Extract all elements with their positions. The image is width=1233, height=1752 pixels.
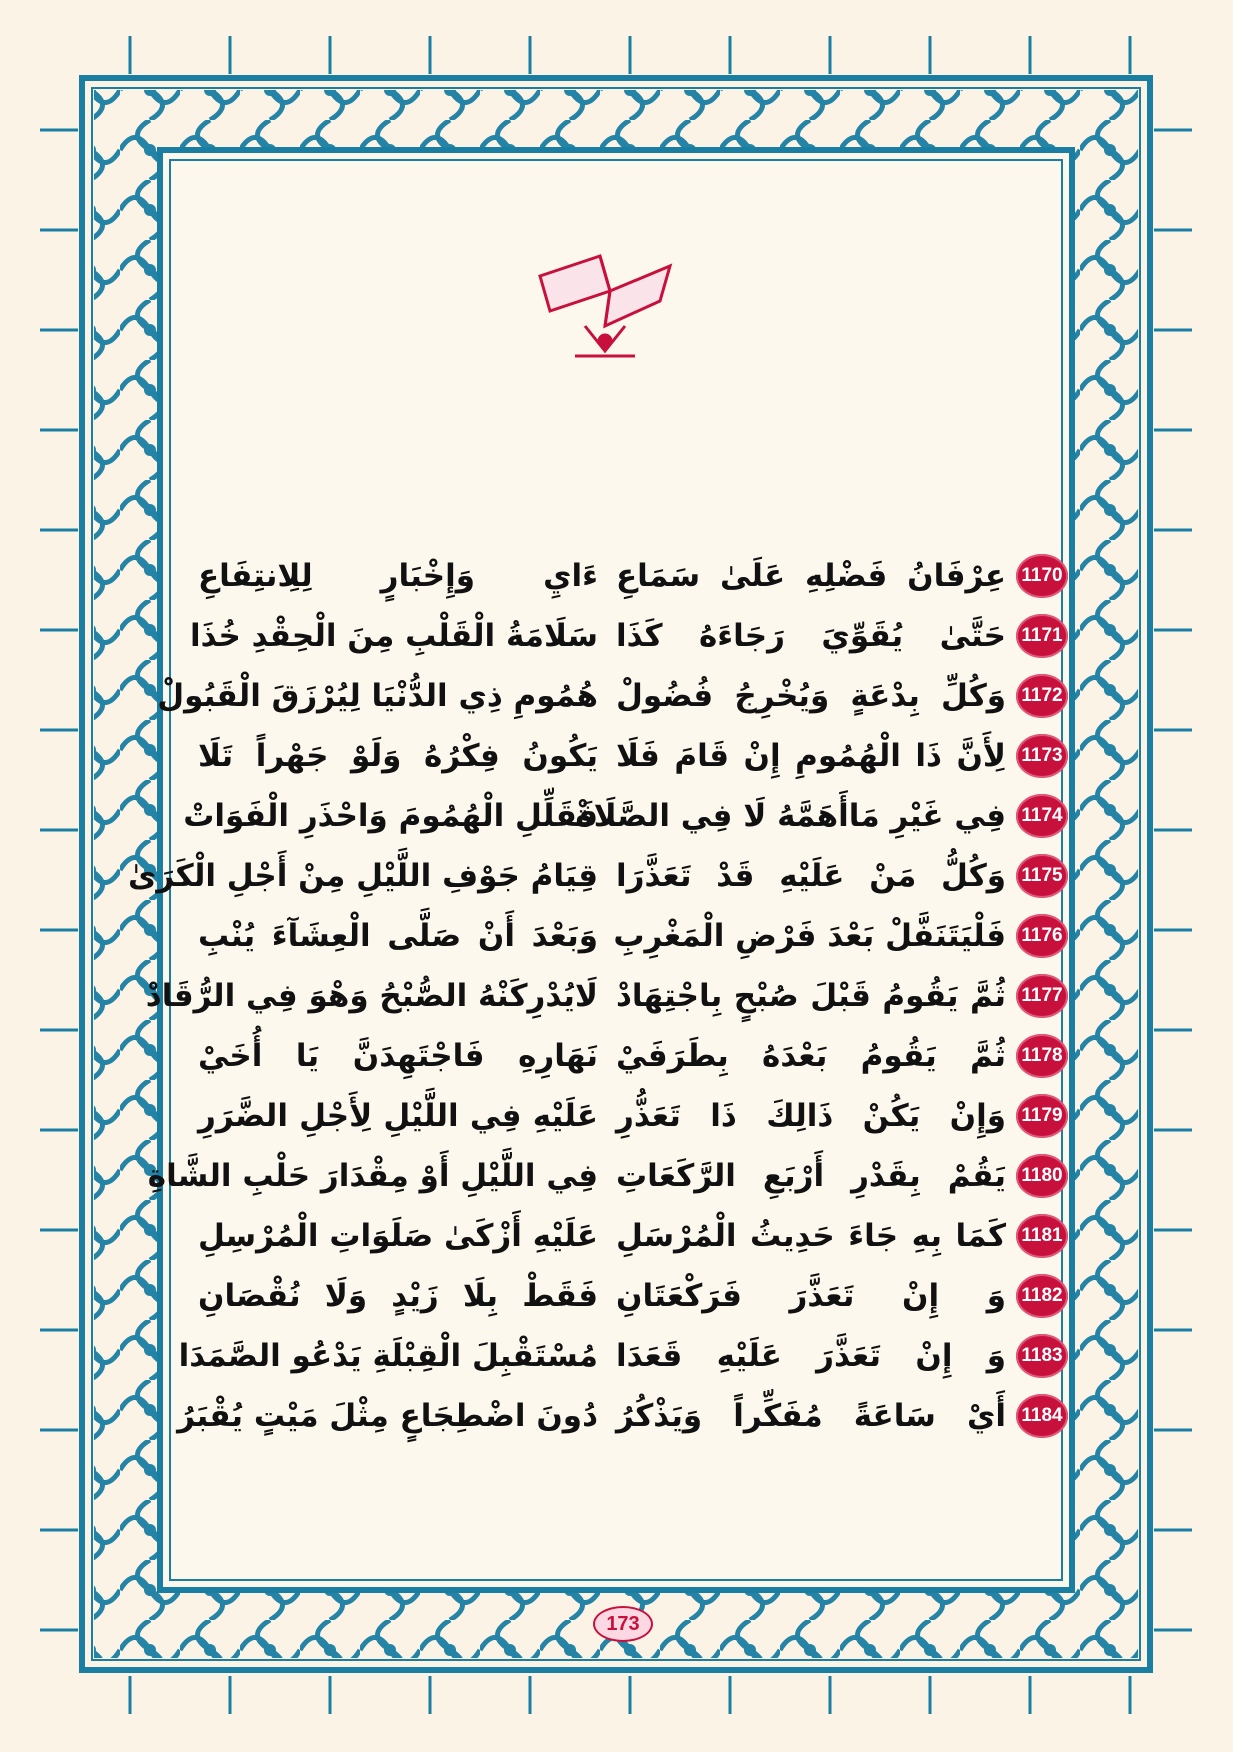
quran-on-stand-icon xyxy=(530,236,680,366)
verse-second-hemistich: يَكُونُ فِكْرُهُ وَلَوْ جَهْراً تَلَا xyxy=(198,738,598,774)
verse-number-badge: 1174 xyxy=(1016,794,1068,838)
verse-first-hemistich: ثُمَّ يَقُومُ بَعْدَهُ بِطَرَفَيْ xyxy=(616,1038,1006,1074)
verse-number-badge: 1182 xyxy=(1016,1274,1068,1318)
verse-row xyxy=(183,786,1068,846)
verse-second-hemistich: هُمُومِ ذِي الدُّنْيَا لِيُرْزَقَ الْقَبُولْ xyxy=(157,678,598,714)
verse-row xyxy=(188,726,1068,786)
verse-first-hemistich: وَ إِنْ تَعَذَّرَ فَرَكْعَتَانِ xyxy=(616,1278,1006,1314)
verse-second-hemistich: دُونَ اضْطِجَاعٍ مِثْلَ مَيْتٍ يُقْبَرُ xyxy=(177,1398,598,1434)
verse-number-badge: 1180 xyxy=(1016,1154,1068,1198)
verse-first-hemistich: وَإِنْ يَكُنْ ذَالِكَ ذَا تَعَذُّرِ xyxy=(616,1098,1006,1134)
verse-number-badge: 1170 xyxy=(1016,554,1068,598)
verse-row xyxy=(188,1206,1068,1266)
verse-row xyxy=(188,1026,1068,1086)
verse-number-badge: 1184 xyxy=(1016,1394,1068,1438)
verse-second-hemistich: فَقَطْ بِلَا زَيْدٍ وَلَا نُقْصَانِ xyxy=(198,1278,598,1314)
verse-number-badge: 1172 xyxy=(1016,674,1068,718)
verse-number-badge: 1183 xyxy=(1016,1334,1068,1378)
verse-row xyxy=(127,846,1068,906)
verse-first-hemistich: يَقُمْ بِقَدْرِ أَرْبَعِ الرَّكَعَاتِ xyxy=(616,1158,1006,1194)
verse-second-hemistich: عَلَيْهِ أَزْكَىٰ صَلَوَاتِ الْمُرْسِلِ xyxy=(198,1218,598,1254)
verse-first-hemistich: فَلْيَتَنَفَّلْ بَعْدَ فَرْضِ الْمَغْرِبِ xyxy=(613,918,1006,954)
verse-row xyxy=(188,1266,1068,1326)
verse-first-hemistich: ثُمَّ يَقُومُ قَبْلَ صُبْحٍ بِاجْتِهَادْ xyxy=(616,978,1006,1014)
verse-row xyxy=(188,606,1068,666)
verse-number-badge: 1175 xyxy=(1016,854,1068,898)
verse-first-hemistich: وَكُلِّ بِدْعَةٍ وَيُخْرِجُ فُضُولْ xyxy=(616,678,1006,714)
verse-second-hemistich: وَبَعْدَ أَنْ صَلَّى الْعِشَآءَ يُنْبِ xyxy=(198,918,598,954)
verse-second-hemistich: قِيَامُ جَوْفِ اللَّيْلِ مِنْ أَجْلِ الْكَرَىٰ xyxy=(127,858,598,894)
verse-row xyxy=(188,906,1068,966)
verse-number-badge: 1176 xyxy=(1016,914,1068,958)
verse-first-hemistich: كَمَا بِهِ جَاءَ حَدِيثُ الْمُرْسَلِ xyxy=(616,1218,1006,1254)
verse-first-hemistich: وَكُلُّ مَنْ عَلَيْهِ قَدْ تَعَذَّرَا xyxy=(616,858,1006,894)
verse-row xyxy=(178,1326,1068,1386)
verse-number-badge: 1178 xyxy=(1016,1034,1068,1078)
verse-first-hemistich: لِأَنَّ ذَا الْهُمُومِ إِنْ قَامَ فَلَا xyxy=(616,738,1006,774)
verse-number-badge: 1181 xyxy=(1016,1214,1068,1258)
verse-second-hemistich: عَلَيْهِ فِي اللَّيْلِ لِأَجْلِ الضَّرَرِ xyxy=(198,1098,598,1134)
verse-first-hemistich: وَ إِنْ تَعَذَّرَ عَلَيْهِ قَعَدَا xyxy=(616,1338,1006,1374)
verse-second-hemistich: لَايُدْرِكَنْهُ الصُّبْحُ وَهْوَ فِي الرُّقَادْ xyxy=(145,978,598,1014)
verse-second-hemistich: نَهَارِهِ فَاجْتَهِدَنَّ يَا أُخَيْ xyxy=(198,1038,598,1074)
verse-second-hemistich: ءَايِ وَإِخْبَارٍ لِلِانتِفَاعِ xyxy=(198,558,598,594)
verse-row xyxy=(157,666,1068,726)
verse-first-hemistich: عِرْفَانُ فَضْلِهِ عَلَىٰ سَمَاعِ xyxy=(616,558,1006,594)
verse-first-hemistich: أَيْ سَاعَةً مُفَكِّراً وَيَذْكُرُ xyxy=(616,1398,1006,1434)
verse-row xyxy=(147,1146,1068,1206)
page-number: 173 xyxy=(593,1606,653,1642)
verse-second-hemistich: مُسْتَقْبِلَ الْقِبْلَةِ يَدْعُو الصَّمَدَا xyxy=(178,1338,598,1374)
verse-row xyxy=(145,966,1068,1026)
verse-row xyxy=(177,1386,1068,1446)
verse-number-badge: 1171 xyxy=(1016,614,1068,658)
verse-number-badge: 1179 xyxy=(1016,1094,1068,1138)
verse-first-hemistich: حَتَّىٰ يُقَوِّيَ رَجَاءَهُ كَذَا xyxy=(616,618,1006,654)
verse-row xyxy=(188,546,1068,606)
verse-row xyxy=(188,1086,1068,1146)
verse-second-hemistich: سَلَامَةُ الْقَلْبِ مِنَ الْحِقْدِ خُذَا xyxy=(189,618,598,654)
verse-first-hemistich: فِي غَيْرِ مَاأَهَمَّهُ لَا فِي الصَّلَاةْ xyxy=(575,798,1006,834)
verse-number-badge: 1173 xyxy=(1016,734,1068,778)
verse-second-hemistich: فِي اللَّيْلِ أَوْ مِقْدَارَ حَلْبِ الشَّاةِ xyxy=(147,1158,598,1194)
verse-number-badge: 1177 xyxy=(1016,974,1068,1018)
verse-second-hemistich: فَقَلِّلِ الْهُمُومَ وَاحْذَرِ الْفَوَاتْ xyxy=(183,798,598,834)
